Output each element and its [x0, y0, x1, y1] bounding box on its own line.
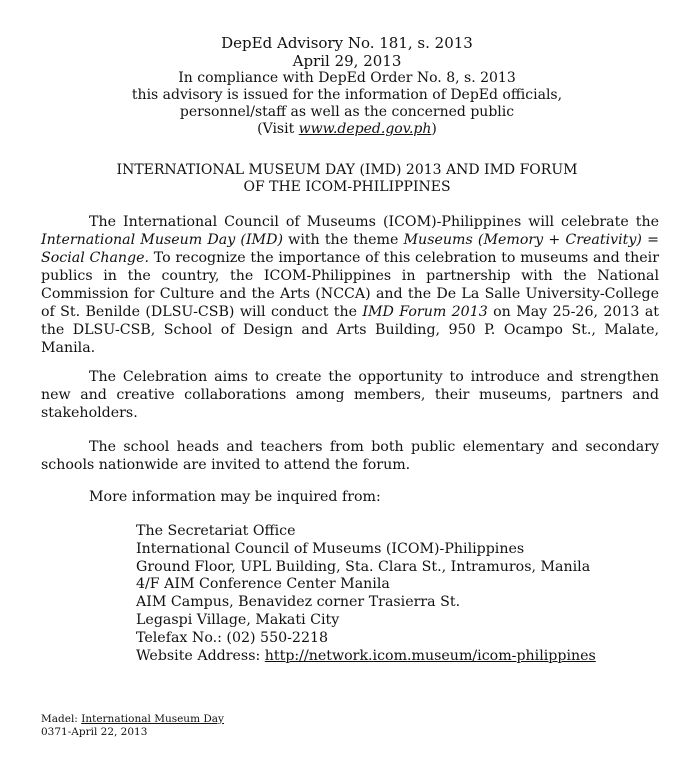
- title-line-1: INTERNATIONAL MUSEUM DAY (IMD) 2013 AND IMD FORUM: [116, 162, 578, 178]
- paragraph-3: [41, 438, 659, 474]
- paragraph-1: [41, 213, 659, 357]
- document-footer: [41, 713, 224, 739]
- footer-madel: [41, 713, 224, 726]
- purpose-line-1: this advisory is issued for the information of DepEd officials,: [131, 87, 563, 103]
- title-line-2: OF THE ICOM-PHILIPPINES: [243, 179, 451, 195]
- advisory-header: [0, 34, 694, 138]
- contact-address-1: Ground Floor, UPL Building, Sta. Clara St., Intramuros, Manila: [136, 558, 591, 575]
- contact-office: The Secretariat Office: [136, 523, 296, 539]
- madel-value: International Museum Day: [81, 713, 224, 725]
- purpose-line-2: personnel/staff as well as the concerned public: [179, 104, 515, 120]
- p1-text-3: To recognize the importance of this celebration to museums and their publics in the country, the ICOM-Philippines in partnership with the National Commission for Culture and the Arts (NCCA) and the De La Salle University-College of St. Benilde (DLSU-CSB) will conduct the: [41, 250, 660, 320]
- contact-telefax: Telefax No.: (02) 550-2218: [136, 629, 329, 646]
- contact-address-4: Legaspi Village, Makati City: [136, 611, 340, 628]
- visit-line: [0, 121, 694, 138]
- contact-block: [136, 523, 596, 665]
- p1-text-4: on May 25-26, 2013 at the DLSU-CSB, School of Design and Arts Building, 950 P. Ocampo St., Malate, Manila.: [41, 304, 659, 356]
- contact-address-2: 4/F AIM Conference Center Manila: [136, 576, 390, 593]
- p1-italic-forum: IMD Forum 2013: [362, 304, 488, 320]
- icom-website-link[interactable]: http://network.icom.museum/icom-philippines: [264, 647, 596, 664]
- contact-org: International Council of Museums (ICOM)-Philippines: [136, 540, 525, 557]
- paragraph-3-text: The school heads and teachers from both public elementary and secondary schools nationwide are invited to attend the forum.: [41, 439, 659, 473]
- p1-text-2: with the theme: [283, 232, 404, 248]
- p1-italic-imd: International Museum Day (IMD): [41, 232, 283, 248]
- paragraph-4: [41, 488, 659, 506]
- advisory-number: DepEd Advisory No. 181, s. 2013: [221, 34, 473, 52]
- madel-label: Madel:: [41, 713, 82, 725]
- paragraph-4-text: More information may be inquired from:: [89, 489, 381, 505]
- footer-code: 0371-April 22, 2013: [41, 726, 148, 738]
- document-title: [0, 162, 694, 196]
- visit-prefix: (Visit: [257, 121, 299, 137]
- paragraph-2: [41, 368, 659, 422]
- contact-website: [136, 648, 596, 666]
- advisory-date: April 29, 2013: [292, 52, 402, 70]
- p1-text-1: The International Council of Museums (ICOM)-Philippines will celebrate the: [89, 214, 659, 230]
- deped-website-link[interactable]: www.deped.gov.ph: [298, 121, 432, 137]
- paragraph-2-text: The Celebration aims to create the opportunity to introduce and strengthen new and creative collaborations among members, their museums, partners and stakeholders.: [41, 369, 659, 421]
- contact-address-3: AIM Campus, Benavidez corner Trasierra St.: [136, 594, 461, 611]
- visit-suffix: ): [431, 121, 437, 137]
- p1-italic-theme: Museums (Memory + Creativity) = Social Change.: [41, 232, 659, 266]
- compliance-line: In compliance with DepEd Order No. 8, s. 2013: [178, 70, 516, 86]
- website-label: Website Address:: [136, 647, 265, 664]
